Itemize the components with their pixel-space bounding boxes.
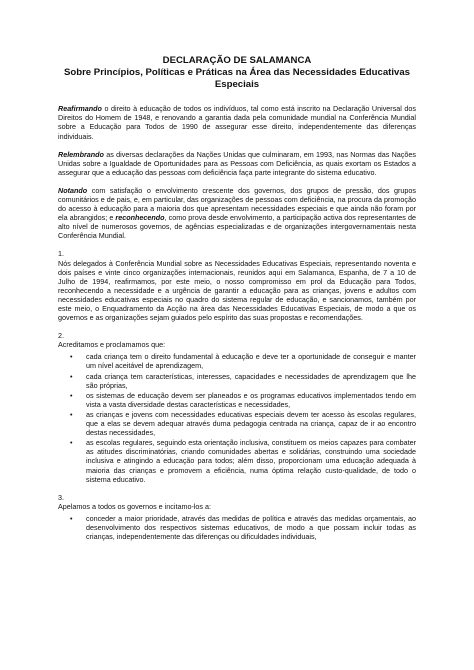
list-item-text: as crianças e jovens com necessidades educativas especiais devem ter acesso às escolas regulares, que a elas se devem adequar através duma pedagogia centrada na criança, capaz de ir ao encontro destas necessidades, <box>86 409 416 438</box>
intro-text: o direito à educação de todos os indivíduos, tal como está inscrito na Declaração Universal dos Direitos do Homem de 1948, e renovando a garantia dada pela comunidade mundial na Conferência Mundial sobre a Educação para Todos de 1990 de assegurar esse direito, independentemente das diferenças individuais. <box>58 104 416 141</box>
bullet-icon: • <box>70 390 73 400</box>
intro-lead: Notando <box>58 185 88 195</box>
list-item <box>70 390 416 409</box>
list-item-text: os sistemas de educação devem ser planeados e os programas educativos implementados tendo em vista a vasta diversidade destas características e necessidades, <box>86 390 416 409</box>
intro-paragraph-reafirmando <box>58 104 416 140</box>
intro-text: com satisfação o envolvimento crescente dos governos, dos grupos de pressão, dos grupos comunitários e de pais, e, em particular, das organizações de pessoas com deficiência, na procura da promoção do acesso à educação para a maioria dos que apresentam necessidades especiais e que ainda não foram por ela abrangidos; e <box>58 185 416 223</box>
list-item <box>70 409 416 438</box>
document-subtitle: Sobre Princípios, Políticas e Práticas na Área das Necessidades Educativas Especiais <box>63 67 411 90</box>
intro-paragraph-notando <box>58 186 416 241</box>
section-number: 1. <box>58 249 64 259</box>
intro-text: as diversas declarações da Nações Unidas que culminaram, em 1993, nas Normas das Nações Unidas sobre a Igualdade de Oportunidades para as Pessoas com Deficiência, as quais exortam os Estados a assegurar que a educação das pessoas com deficiência faça parte integrante do sistema educativo. <box>58 149 416 177</box>
bullet-icon: • <box>70 409 73 419</box>
bullet-icon: • <box>70 371 73 381</box>
section-3-intro: Apelamos a todos os governos e incitamo-los a: <box>58 501 212 511</box>
list-item <box>70 352 416 371</box>
intro-lead: Reafirmando <box>58 104 102 114</box>
section-2-intro: Acreditamos e proclamamos que: <box>58 340 166 350</box>
intro-lead: Relembrando <box>58 149 104 159</box>
list-item <box>70 438 416 484</box>
intro-text-secondary: , como prova desde envolvimento, a participação activa dos representantes de alto nível de numerosos governos, de agências especializadas e de organizações intergovernamentais nesta Conferência Mundial. <box>58 213 416 241</box>
list-item-text: as escolas regulares, seguindo esta orientação inclusiva, constituem os meios capazes para combater as atitudes discriminatórias, criando comunidades abertas e solidárias, construindo uma sociedade inclusiva e atingindo a educação para todos; além disso, proporcionam uma educação adequada à maioria das crianças e promovem a eficiência, numa óptima relação custo-qualidade, de todo o sistema educativo. <box>86 438 416 484</box>
section-3-list <box>58 514 416 541</box>
list-item <box>70 371 416 390</box>
document-title: DECLARAÇÃO DE SALAMANCA <box>162 55 312 66</box>
list-item-text: conceder a maior prioridade, através das medidas de política e através das medidas orçamentais, ao desenvolvimento dos respectivos sistemas educativos, de modo a que possam incluir todas as crianças, independentemente das diferenças ou dificuldades individuais, <box>86 513 416 542</box>
bullet-icon: • <box>70 513 73 523</box>
section-number: 2. <box>58 331 64 341</box>
section-2-list <box>58 352 416 483</box>
list-item <box>70 513 416 542</box>
section-number: 3. <box>58 492 64 502</box>
intro-lead-secondary: reconhecendo <box>115 213 165 223</box>
section-1-text: Nós delegados à Conferência Mundial sobre as Necessidades Educativas Especiais, representando noventa e dois países e vinte cinco organizações internacionais, reunidos aqui em Salamanca, Espanha, de 7 a 10 de Julho de 1994, reafirmamos, por este meio, o nosso compromisso em prol da Educação para Todos, reconhecendo a necessidade e a urgência de garantir a educação para as crianças, jovens e adultos com necessidades educativas especiais no quadro do sistema regular de educação, e sancionamos, também por este meio, o Enquadramento da Acção na área das Necessidades Educativas Especiais, de modo a que os governos e as organizações sejam guiados pelo espírito das suas propostas e recomendações. <box>58 258 416 323</box>
list-item-text: cada criança tem o direito fundamental à educação e deve ter a oportunidade de conseguir e manter um nível aceitável de aprendizagem, <box>86 352 416 371</box>
bullet-icon: • <box>70 352 73 362</box>
intro-paragraph-relembrando <box>58 150 416 177</box>
list-item-text: cada criança tem características, interesses, capacidades e necessidades de aprendizagem que lhe são próprias, <box>86 371 416 390</box>
bullet-icon: • <box>70 438 73 448</box>
